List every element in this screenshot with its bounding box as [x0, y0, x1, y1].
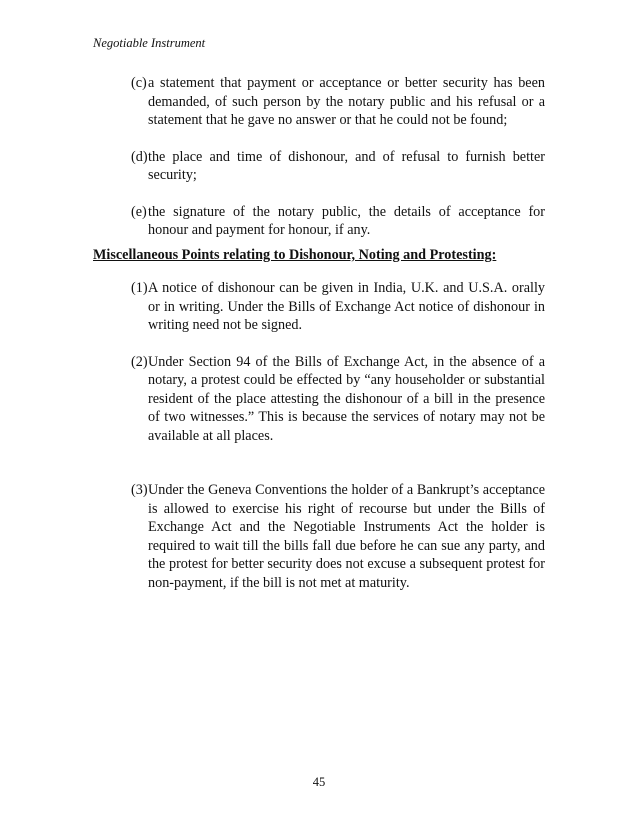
section-heading: Miscellaneous Points relating to Dishonour, Noting and Protesting: — [93, 247, 497, 263]
list-marker: (d) — [131, 148, 148, 165]
list-item-c — [131, 74, 545, 130]
list-item-text: Under the Geneva Conventions the holder of a Bankrupt’s acceptance is allowed to exercise his right of recourse but under the Bills of Exchange Act and the Negotiable Instruments Act the holder is required to wait till the bills fall due before he can sue any party, and the protest for better security does not excuse a subsequent protest for non-payment, if the bill is not met at maturity. — [148, 482, 545, 591]
list-item-text: the signature of the notary public, the details of acceptance for honour and payment for honour, if any. — [148, 203, 545, 238]
list-item-text: the place and time of dishonour, and of refusal to furnish better security; — [148, 148, 545, 183]
list-marker: (e) — [131, 203, 147, 220]
list-marker: (c) — [131, 75, 147, 91]
list-marker: (1) — [131, 280, 148, 296]
list-item-d — [131, 148, 545, 185]
running-header: Negotiable Instrument — [93, 36, 206, 50]
list-item-e — [131, 203, 545, 240]
list-marker: (2) — [131, 353, 148, 370]
page-number: 45 — [312, 775, 326, 789]
list-marker: (3) — [131, 482, 148, 498]
list-item-text: a statement that payment or acceptance or better security has been demanded, of such person by the notary public and his refusal or a statement that he gave no answer or that he could not be found; — [148, 75, 545, 128]
list-item-1 — [131, 279, 545, 335]
list-item-text: Under Section 94 of the Bills of Exchange Act, in the absence of a notary, a protest could be effected by “any householder or substantial resident of the place attesting the dishonour of a bill in the presence of two witnesses.” This is because the services of notary may not be available at all places. — [148, 353, 545, 444]
list-item-2 — [131, 353, 545, 446]
list-item-3 — [131, 481, 545, 592]
protest-contents-list — [131, 74, 545, 258]
miscellaneous-points-list — [131, 279, 545, 610]
list-item-text: A notice of dishonour can be given in India, U.K. and U.S.A. orally or in writing. Under the Bills of Exchange Act notice of dishonour in writing need not be signed. — [148, 280, 545, 333]
